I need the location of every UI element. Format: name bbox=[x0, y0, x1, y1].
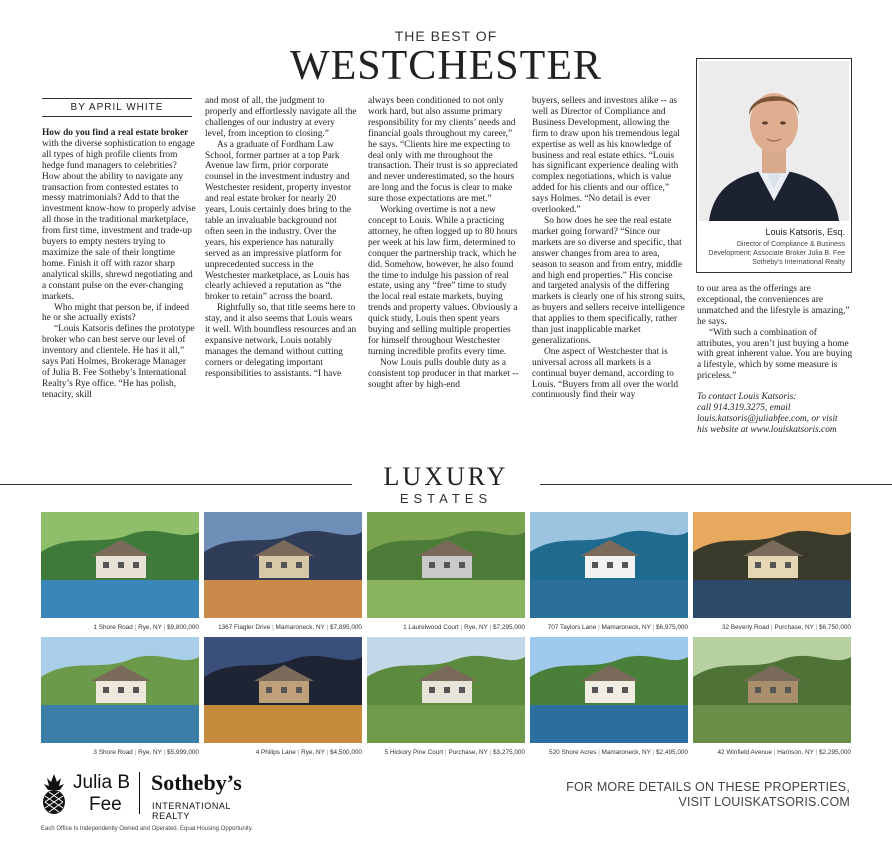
property-price: $2,495,000 bbox=[656, 749, 688, 756]
property-photo[interactable] bbox=[41, 637, 199, 743]
property-card[interactable] bbox=[204, 512, 362, 631]
paragraph: Rightfully so, that title seems here to stay, and it also seems that Louis wears it well. With boundless resources and an expansive network, Louis notably manages the demand without cutting corners or delegating important responsibilities to assistants. “I have bbox=[205, 303, 357, 379]
section-title-luxury: LUXURY bbox=[383, 462, 509, 491]
paragraph: So how does he see the real estate market going forward? “Since our markets are so diverse and specific, that answer changes from area to area, season to season and from entry, middle and high end properties.” His concise and targeted analysis of the differing markets is clearly one of his strong suits, as buyers and sellers receive intelligence that applies to them specifically, rather than just inapplicable market generalizations. bbox=[532, 215, 686, 346]
logo-sothebys: Sotheby’s bbox=[151, 770, 242, 795]
kicker: THE BEST OF bbox=[394, 28, 498, 44]
property-address: 42 Winfield Avenue bbox=[717, 749, 773, 756]
cta-line-1: FOR MORE DETAILS ON THESE PROPERTIES, bbox=[566, 780, 850, 794]
property-address: 5 Hickory Pine Court bbox=[384, 749, 444, 756]
section-title-estates: ESTATES bbox=[399, 491, 493, 506]
property-card[interactable] bbox=[693, 637, 851, 756]
paragraph: Now Louis pulls double duty as a consistent top producer in that market -- sought after by high-end bbox=[368, 357, 519, 390]
paragraph: with the diverse sophistication to engage all types of high profile clients from hedge fund managers to celebrities? How about the ability to navigate any transaction from contested estates to messy matrimonials? Add to that the investment know-how to properly advise all those in the traditional marketplace, from first time, investment and trade-up buyers to empty nesters trying to maximize the sale of their longtime home. Finish it off with razor sharp analytical skills, shrewd negotiating and a constant pulse on the ever-changing markets. bbox=[42, 138, 196, 302]
logo-brand-line2: Fee bbox=[89, 794, 122, 815]
property-price: $6,975,000 bbox=[656, 624, 688, 631]
paragraph: “Louis Katsoris defines the prototype broker who can best serve our level of inventory and clientele. He has it all,” says Pati Holmes, Brokerage Manager of Julia B. Fee Sotheby’s International Realty’s Rye office. “He has polish, tenacity, skill bbox=[42, 324, 195, 400]
property-photo[interactable] bbox=[367, 637, 525, 743]
contact-phone: call 914.319.3275, email bbox=[697, 403, 791, 414]
property-photo[interactable] bbox=[204, 637, 362, 743]
profile-role: Director of Compliance & Business Development; Associate Broker Julia B. Fee Sotheby’s International Realty bbox=[708, 241, 845, 266]
property-town: Rye, NY bbox=[138, 749, 162, 756]
property-town: Rye, NY bbox=[138, 624, 162, 631]
paragraph: always been conditioned to not only work hard, but also assume primary responsibility for my clients’ needs and financial goals throughout my career,” he says. “Clients hire me expecting to deal only with me throughout the transaction. Their trust is so appreciated and never underestimated, so the hours are long and the focus is clear to make sure those expectations are met.” bbox=[368, 96, 518, 205]
property-address: 520 Shore Acres bbox=[549, 749, 597, 756]
property-card[interactable] bbox=[367, 512, 525, 631]
paragraph: “With such a combination of attributes, you aren’t just buying a home with great inherent value. You are buying a lifestyle, which by some measure is priceless.” bbox=[697, 327, 853, 382]
property-price: $7,295,000 bbox=[493, 624, 525, 631]
paragraph: As a graduate of Fordham Law School, former partner at a top Park Avenue law firm, prior corporate counsel in the investment industry and Westchester resident, property investor and real estate broker for nearly 20 years, Louis certainly does bring to the table an invaluable background not often seen in the industry. Over the years, his experience has naturally served as an impressive platform for unprecedented success in the Westchester marketplace, as Louis has clearly achieved a reputation as “the broker to retain” across the board. bbox=[205, 139, 352, 303]
property-caption: 4 Philips Lane | Rye, NY | $4,500,000 bbox=[255, 749, 362, 756]
property-price: $2,295,000 bbox=[819, 749, 851, 756]
logo-divider bbox=[139, 772, 140, 814]
property-caption: 32 Beverly Road | Purchase, NY | $6,750,000 bbox=[721, 624, 851, 631]
paragraph: Working overtime is not a new concept to Louis. While a practicing attorney, he often logged up to 80 hours per week at his law firm, determined to conquer the partnership track, which he did. Somehow, however, he also found the time to indulge his passion of real estate, using any “free” time to study the local real estate markets, buying trends and property values. Obviously a quick study, Louis then spent years buying and selling multiple properties for himself throughout Westchester turning incredible profits every time. bbox=[368, 205, 518, 357]
property-address: 4 Philips Lane bbox=[255, 749, 296, 756]
portrait-photo bbox=[699, 61, 849, 221]
call-to-action bbox=[566, 780, 850, 810]
property-price: $3,275,000 bbox=[493, 749, 525, 756]
property-address: 3 Shore Road bbox=[93, 749, 133, 756]
property-address: 1 Shore Road bbox=[93, 624, 133, 631]
property-card[interactable] bbox=[41, 512, 199, 631]
property-caption: 1 Shore Road | Rye, NY | $9,800,000 bbox=[93, 624, 199, 631]
property-caption: 5 Hickory Pine Court | Purchase, NY | $3,275,000 bbox=[384, 749, 525, 756]
property-price: $4,500,000 bbox=[330, 749, 362, 756]
property-address: 707 Taylors Lane bbox=[547, 624, 597, 631]
page-title: WESTCHESTER bbox=[290, 43, 602, 89]
lead-in: How do you find a real estate broker bbox=[42, 128, 189, 138]
property-caption: 707 Taylors Lane | Mamaroneck, NY | $6,975,000 bbox=[547, 624, 688, 631]
pineapple-icon bbox=[41, 774, 67, 814]
logo-realty: INTERNATIONAL REALTY bbox=[152, 801, 231, 821]
contact-website[interactable]: his website at www.louiskatsoris.com bbox=[697, 424, 837, 435]
property-photo[interactable] bbox=[530, 512, 688, 618]
property-caption: 520 Shore Acres | Mamaroneck, NY | $2,495,000 bbox=[549, 749, 688, 756]
footer-disclaimer: Each Office Is Independently Owned and Operated. Equal Housing Opportunity. bbox=[41, 826, 253, 832]
property-address: 1367 Flagler Drive bbox=[218, 624, 271, 631]
property-caption: 1 Laurelwood Court | Rye, NY | $7,295,000 bbox=[403, 624, 525, 631]
profile-card bbox=[696, 58, 852, 273]
property-address: 32 Beverly Road bbox=[721, 624, 770, 631]
property-price: $5,999,000 bbox=[167, 749, 199, 756]
property-address: 1 Laurelwood Court bbox=[403, 624, 459, 631]
article-column-3 bbox=[368, 96, 520, 390]
property-photo[interactable] bbox=[367, 512, 525, 618]
property-town: Rye, NY bbox=[301, 749, 325, 756]
logo-brand-line1: Julia B bbox=[73, 772, 131, 793]
property-card[interactable] bbox=[367, 637, 525, 756]
property-town: Purchase, NY bbox=[448, 749, 488, 756]
property-photo[interactable] bbox=[204, 512, 362, 618]
contact-email[interactable]: louis.katsoris@juliabfee.com, or visit bbox=[697, 413, 838, 424]
property-card[interactable] bbox=[693, 512, 851, 631]
property-price: $6,750,000 bbox=[819, 624, 851, 631]
paragraph: buyers, sellers and investors alike -- as well as Director of Compliance and Business Development, allowing the firm to draw upon his tremendous legal expertise as well as his knowledge of business and real estate ethics. “Louis has significant experience dealing with complex negotiations, which is value added for his clients and our office,” says Holmes. “No detail is ever overlooked.” bbox=[532, 96, 680, 216]
contact-line: To contact Louis Katsoris: bbox=[697, 392, 797, 403]
brand-logo bbox=[41, 772, 271, 820]
cta-line-2[interactable]: VISIT LOUISKATSORIS.COM bbox=[678, 795, 850, 809]
paragraph: Who might that person be, if indeed he or she actually exists? bbox=[42, 302, 190, 324]
article-column-5 bbox=[697, 284, 853, 436]
property-town: Purchase, NY bbox=[774, 624, 814, 631]
property-photo[interactable] bbox=[530, 637, 688, 743]
article-column-2 bbox=[205, 96, 357, 380]
paragraph: to our area as the offerings are exceptional, the conveniences are unmatched and the lifestyle is amazing,” he says. bbox=[697, 284, 850, 327]
property-photo[interactable] bbox=[41, 512, 199, 618]
paragraph: One aspect of Westchester that is universal across all markets is a continual buyer demand, according to Louis. “Buyers from all over the world continuously find their way bbox=[532, 346, 679, 401]
property-town: Mamaroneck, NY bbox=[601, 624, 651, 631]
property-town: Mamaroneck, NY bbox=[601, 749, 651, 756]
property-photo[interactable] bbox=[693, 512, 851, 618]
article-column-4 bbox=[532, 96, 686, 401]
property-card[interactable] bbox=[530, 637, 688, 756]
property-card[interactable] bbox=[530, 512, 688, 631]
byline: BY APRIL WHITE bbox=[42, 98, 192, 117]
property-town: Mamaroneck, NY bbox=[275, 624, 325, 631]
property-caption: 1367 Flagler Drive | Mamaroneck, NY | $7,895,000 bbox=[218, 624, 362, 631]
property-card[interactable] bbox=[41, 637, 199, 756]
property-town: Harrison, NY bbox=[777, 749, 814, 756]
property-price: $7,895,000 bbox=[330, 624, 362, 631]
property-price: $9,800,000 bbox=[167, 624, 199, 631]
article-column-1 bbox=[42, 128, 196, 401]
property-caption: 3 Shore Road | Rye, NY | $5,999,000 bbox=[93, 749, 199, 756]
property-photo[interactable] bbox=[693, 637, 851, 743]
profile-name: Louis Katsoris, Esq. bbox=[765, 227, 845, 237]
property-town: Rye, NY bbox=[464, 624, 488, 631]
property-caption: 42 Winfield Avenue | Harrison, NY | $2,295,000 bbox=[717, 749, 851, 756]
paragraph: and most of all, the judgment to properly and effortlessly navigate all the challenges of our industry at every level, from inception to closing.” bbox=[205, 96, 357, 139]
property-card[interactable] bbox=[204, 637, 362, 756]
